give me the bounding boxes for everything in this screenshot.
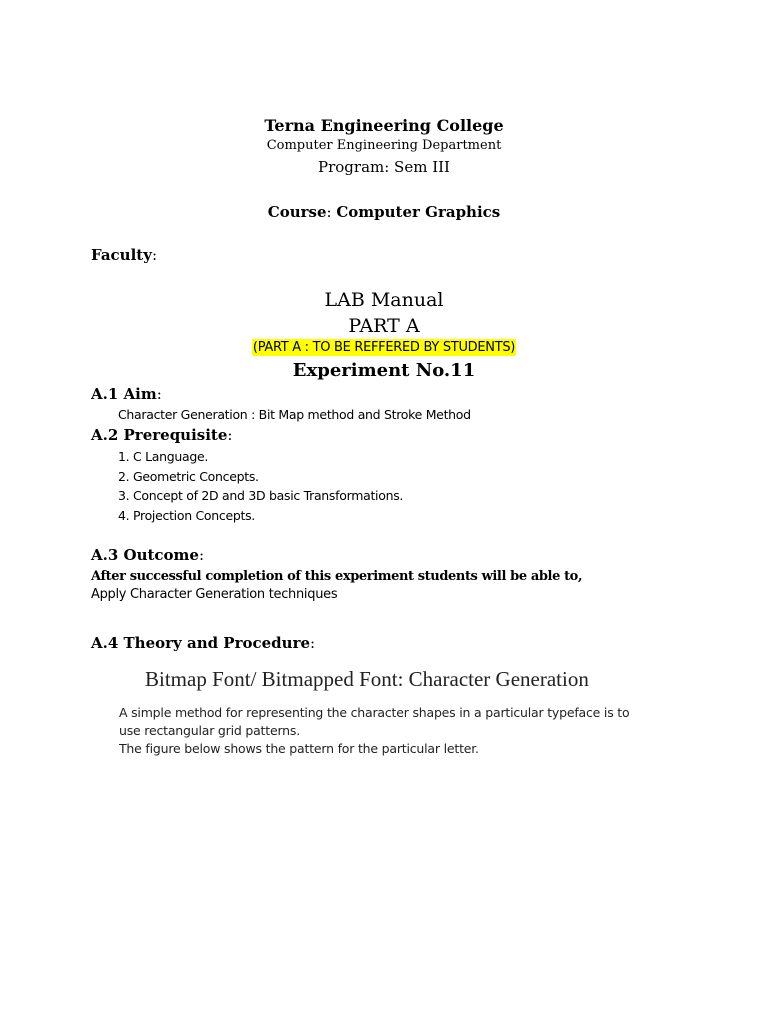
prerequisite-heading-sep: : [227, 426, 233, 444]
theory-paragraph-line: A simple method for representing the character shapes in a particular typeface is to [119, 705, 630, 720]
theory-paragraph [119, 704, 699, 758]
college-name: Terna Engineering College [264, 116, 504, 135]
experiment-title: Experiment No.11 [292, 360, 476, 381]
aim-text: Character Generation : Bit Map method and Stroke Method [118, 407, 471, 422]
theory-heading-sep: : [310, 634, 316, 652]
faculty-separator: : [151, 246, 157, 264]
aim-heading-sep: : [156, 385, 162, 403]
list-item: 1. C Language. [118, 449, 209, 464]
aim-heading [91, 385, 162, 403]
list-item: 4. Projection Concepts. [118, 507, 255, 523]
outcome-intro: After successful completion of this experiment students will be able to, [91, 569, 583, 584]
theory-heading-label: A.4 Theory and Procedure [91, 634, 311, 652]
faculty-line [91, 246, 157, 264]
course-label: Course [267, 203, 327, 221]
course-line [0, 203, 768, 221]
theory-paragraph-line: use rectangular grid patterns. [119, 723, 300, 738]
course-separator: : [326, 203, 337, 221]
list-item: 2. Geometric Concepts. [118, 468, 259, 484]
bitmap-font-title: Bitmap Font/ Bitmapped Font: Character Generation [145, 667, 589, 691]
theory-heading [91, 634, 315, 652]
list-item: 3. Concept of 2D and 3D basic Transformations. [118, 488, 404, 503]
prerequisite-list [118, 447, 403, 525]
theory-paragraph-line: The figure below shows the pattern for the particular letter. [119, 741, 479, 756]
program-label: Program: Sem III [318, 158, 450, 176]
outcome-heading-sep: : [198, 546, 205, 564]
prerequisite-heading [91, 426, 232, 444]
aim-heading-label: A.1 Aim [91, 385, 157, 403]
part-title: PART A [348, 315, 420, 337]
course-value: Computer Graphics [336, 203, 501, 221]
department-name: Computer Engineering Department [266, 138, 502, 153]
outcome-heading-label: A.3 Outcome [91, 546, 199, 564]
prerequisite-heading-label: A.2 Prerequisite [91, 426, 228, 444]
part-note [0, 340, 768, 355]
part-note-highlight: (PART A : TO BE REFFERED BY STUDENTS) [252, 340, 516, 355]
outcome-text: Apply Character Generation techniques [91, 587, 338, 602]
faculty-label: Faculty [91, 246, 152, 264]
outcome-heading [91, 546, 204, 564]
lab-manual-title: LAB Manual [324, 289, 444, 311]
